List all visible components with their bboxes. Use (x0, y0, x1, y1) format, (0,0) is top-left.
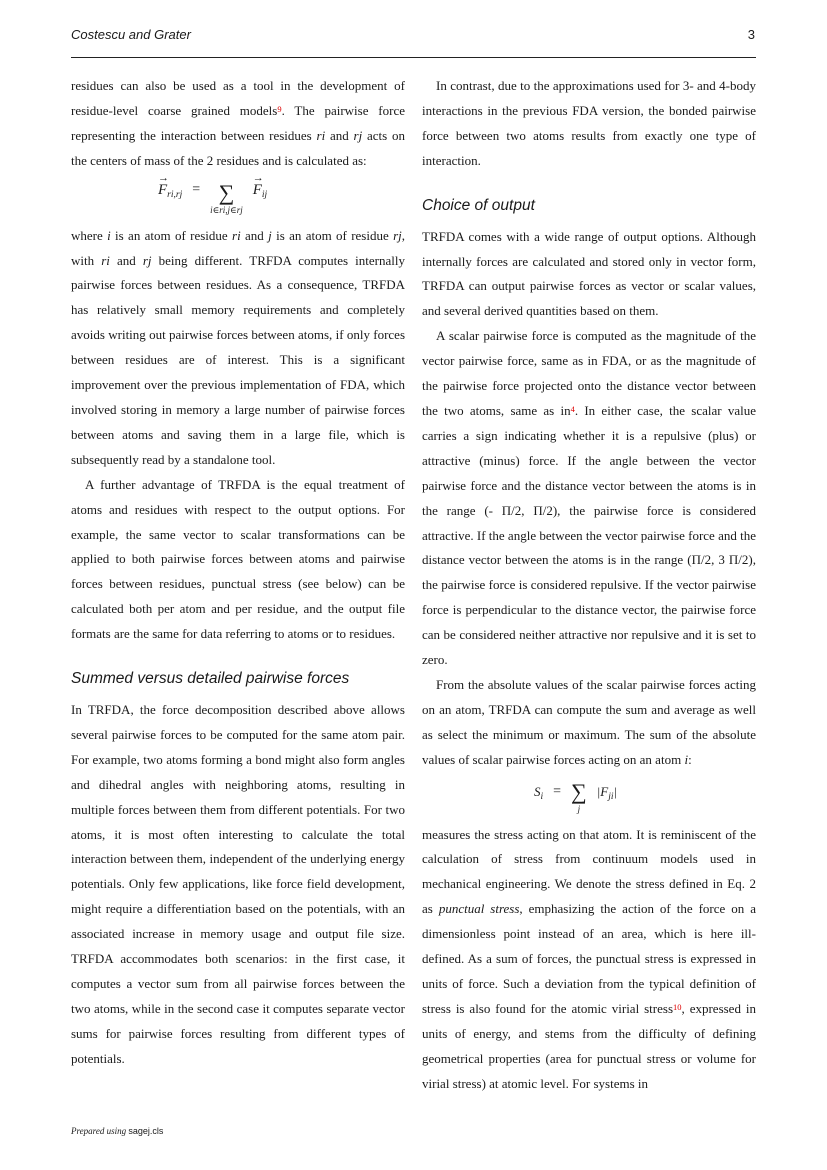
equation-1: → $F_{ri,rj}$ = ∑ i∈ri,j∈rj → $F_{ij}$ (71, 178, 405, 220)
footer-note: Prepared using sagej.cls (71, 1126, 164, 1136)
paragraph: From the absolute values of the scalar pairwise forces acting on an atom, TRFDA can compute the sum and average as well as select the minimum or maximum. The sum of the absolute values of scalar pairwise forces acting on an atom i: (422, 676, 756, 767)
paragraph: A further advantage of TRFDA is the equal treatment of atoms and residues with respect to the output options. For example, the same vector to scalar transformations can be applied to both pairwise forces between atoms and pairwise forces between residues, punctual stress (see below) can be calculated both per atom and per residue, and the output file formats are the same for data referring to atoms or to residues. (71, 476, 405, 642)
paragraph: where i is an atom of residue ri and j is an atom of residue rj, with ri and rj being different. TRFDA computes internally pairwise forces between residues. As a consequence, TRFDA has relatively small memory requirements and completely avoids writing out pairwise forces between atoms, if only forces between residues are of interest. This is a significant improvement over the previous implementation of FDA, which involved storing in memory a large number of pairwise forces between atoms and saving them in a large file, which is subsequently read by a standalone tool. (71, 227, 405, 467)
paragraph: In TRFDA, the force decomposition described above allows several pairwise forces to be computed for the same atom pair. For example, two atoms forming a bond might also form angles and dihedral angles with neighboring atoms, resulting in multiple forces between them from different potentials. For two atoms, it is most often interesting to calculate the total interaction between them, independent of the underlying energy potentials. Only few applications, like force field development, might require a differentiation based on the potentials, with an associated increase in memory usage and output file size. TRFDA accommodates both scenarios: in the first case, it computes a vector sum from all pairwise forces between the two atoms, while in the second case it computes separate vector sums for pairwise forces resulting from different types of potentials. (71, 702, 405, 1066)
citation-link[interactable]: 4 (570, 403, 575, 414)
paragraph: A scalar pairwise force is computed as the magnitude of the vector pairwise force, same as in FDA, or as the magnitude of the pairwise force projected onto the distance vector between the two atoms, same as in$^4$. In either case, the scalar value carries a sign indicating whether it is a repulsive (plus) or attractive (minus) force. If the angle between the vector pairwise force and the distance vector between the atoms is in the range (- Π/2, Π/2), the pairwise force is considered attractive. If the angle between the vector pairwise force and the distance vector between the atoms is in the range (Π/2, 3 Π/2), the pairwise force is considered repulsive. If the vector pairwise force is perpendicular to the distance vector, the pairwise force can be considered neither attractive nor repulsive and it is set to zero. (422, 328, 756, 668)
section-heading: Summed versus detailed pairwise forces (71, 670, 350, 688)
section-heading: Choice of output (422, 196, 535, 214)
paragraph: residues can also be used as a tool in the development of residue-level coarse grained models$^9$. The pairwise force representing the interaction between residues ri and rj acts on the centers of mass of the 2 residues and is calculated as: (71, 78, 405, 168)
running-header-authors: Costescu and Grater (71, 27, 191, 42)
citation-link[interactable]: 10 (673, 1001, 682, 1012)
paragraph: TRFDA comes with a wide range of output options. Although internally forces are calculated and stored only in vector form, TRFDA can output pairwise forces as vector or scalar values, and several derived quantities based on them. (422, 228, 756, 319)
equation-2: $S_i$ = ∑ j $|F_{ji}|$ (534, 778, 618, 814)
left-column (71, 74, 405, 1072)
right-column (422, 74, 756, 1097)
page-number: 3 (747, 27, 755, 42)
citation-link[interactable]: 9 (277, 103, 282, 114)
paragraph: In contrast, due to the approximations used for 3- and 4-body interactions in the previous FDA version, the bonded pairwise force between two atoms results from exactly one type of interaction. (422, 78, 756, 168)
paragraph: measures the stress acting on that atom. It is reminiscent of the calculation of stress from continuum models used in mechanical engineering. We denote the stress defined in Eq. 2 as punctual stress, emphasizing the action of the force on a dimensionless point instead of an area, which is here ill-defined. As a sum of forces, the punctual stress is expressed in units of force. Such a deviation from the typical definition of stress is also found for the atomic virial stress$^{10}$, expressed in units of energy, and stems from the difficulty of defining geometrical properties (area for punctual stress or volume for virial stress) at atomic level. For systems in (422, 826, 756, 1091)
header-rule (71, 57, 756, 58)
